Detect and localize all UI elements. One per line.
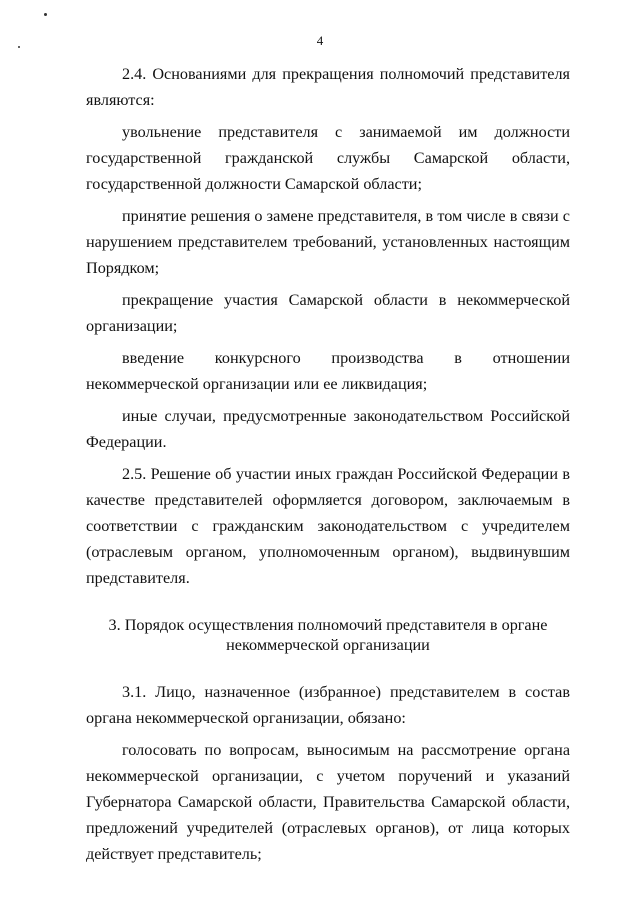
list-item-other: иные случаи, предусмотренные законодательством Российской Федерации. <box>86 407 570 451</box>
paragraph-2-5: 2.5. Решение об участии иных граждан Российской Федерации в качестве представителей оформляется договором, заключаемым в соответствии с гражданским законодательством с учредителем (отраслевым органом, уполномоченным органом), выдвинувшим представителя. <box>86 465 570 587</box>
document-body <box>86 61 570 867</box>
list-item-termination: прекращение участия Самарской области в некоммерческой организации; <box>86 291 570 335</box>
list-item-replacement: принятие решения о замене представителя, в том числе в связи с нарушением представителем требований, установленных настоящим Порядком; <box>86 207 570 277</box>
section-heading-line1: 3. Порядок осуществления полномочий представителя в органе <box>108 616 548 634</box>
list-item-dismissal: увольнение представителя с занимаемой им должности государственной гражданской службы Самарской области, государственной должности Самарской области; <box>86 123 570 193</box>
section-heading <box>86 615 570 655</box>
page-number: 4 <box>316 33 324 48</box>
paragraph-2-4: 2.4. Основаниями для прекращения полномочий представителя являются: <box>86 65 570 109</box>
paragraph-3-1: 3.1. Лицо, назначенное (избранное) представителем в состав органа некоммерческой организации, обязано: <box>86 683 570 727</box>
scan-speck <box>44 13 47 16</box>
list-item-voting: голосовать по вопросам, выносимым на рассмотрение органа некоммерческой организации, с учетом поручений и указаний Губернатора Самарской области, Правительства Самарской области, предложений учредителей (отраслевых органов), от лица которых действует представитель; <box>86 741 570 863</box>
list-item-bankruptcy: введение конкурсного производства в отношении некоммерческой организации или ее ликвидация; <box>86 349 570 393</box>
section-heading-line2: некоммерческой организации <box>226 636 430 654</box>
